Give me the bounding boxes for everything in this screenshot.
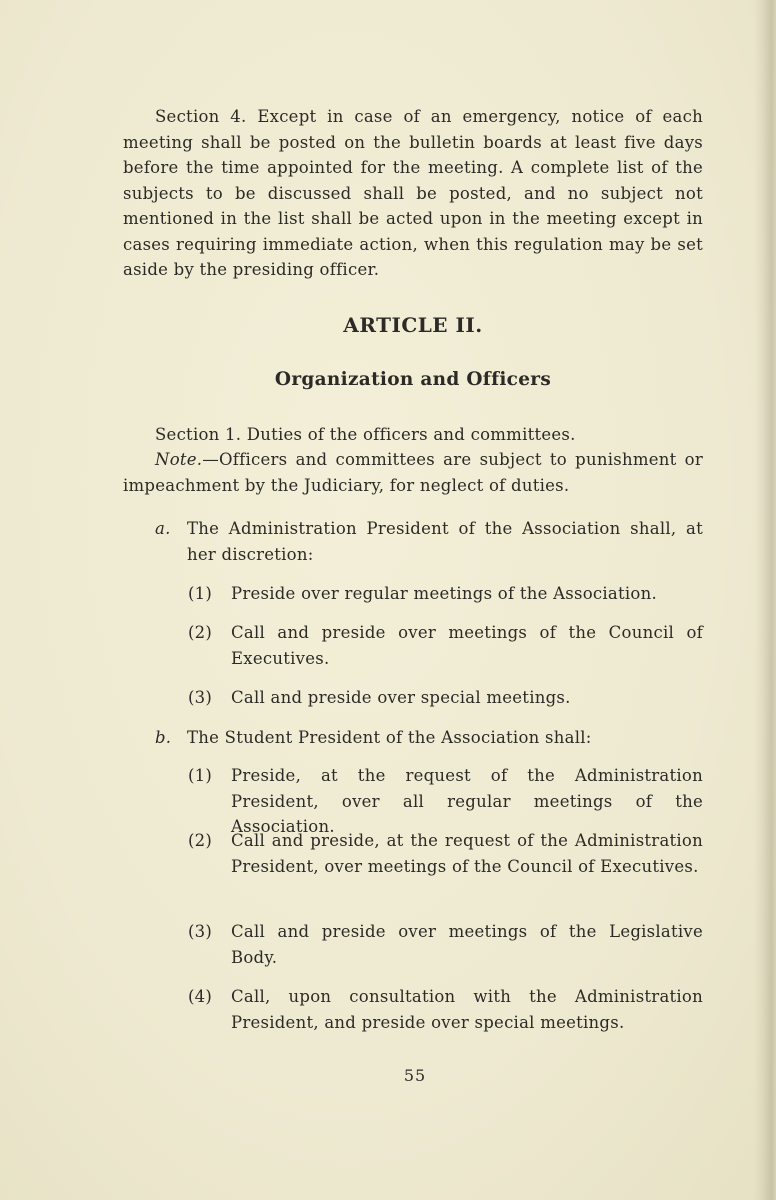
- section-1-paragraph: [123, 422, 703, 448]
- list-item-a: [155, 516, 703, 567]
- list-item-a-3: [188, 685, 703, 711]
- item-marker: (2): [188, 623, 213, 642]
- item-marker: (1): [188, 584, 213, 603]
- list-item-b: [155, 725, 703, 751]
- note-text: —Officers and committees are subject to punishment or impeachment by the Judiciary, for neglect of duties.: [123, 450, 703, 495]
- article-title: ARTICLE II.: [343, 313, 483, 337]
- list-item-b-2: [188, 828, 703, 879]
- item-marker: (3): [188, 922, 213, 941]
- article-subtitle: Organization and Officers: [274, 369, 552, 390]
- item-text: The Administration President of the Association shall, at her discretion:: [187, 519, 703, 564]
- section-4-text: Section 4. Except in case of an emergency, notice of each meeting shall be posted on the bulletin boards at least five days before the time appointed for the meeting. A complete list of the subjects to be discussed shall be posted, and no subject not mentioned in the list shall be acted upon in the meeting except in cases requiring immediate action, when this regulation may be set aside by the presiding officer.: [123, 107, 703, 279]
- item-text: Preside, at the request of the Administration President, over all regular meetings of the Association.: [231, 766, 703, 836]
- item-marker: (4): [188, 987, 213, 1006]
- item-marker: (2): [188, 831, 213, 850]
- page-edge-shadow: [754, 0, 776, 1200]
- list-item-a-1: [188, 581, 703, 607]
- page-number: 55: [403, 1066, 427, 1085]
- item-marker: b.: [155, 728, 172, 747]
- note-paragraph: [123, 447, 703, 498]
- item-text: Preside over regular meetings of the Association.: [231, 584, 657, 603]
- item-text: Call and preside over meetings of the Council of Executives.: [231, 623, 703, 668]
- item-marker: (3): [188, 688, 213, 707]
- list-item-b-3: [188, 919, 703, 970]
- item-text: The Student President of the Association shall:: [187, 728, 592, 747]
- note-label: Note.: [155, 450, 203, 469]
- list-item-a-2: [188, 620, 703, 671]
- item-text: Call and preside over meetings of the Legislative Body.: [231, 922, 703, 967]
- list-item-b-4: [188, 984, 703, 1035]
- item-marker: a.: [155, 519, 171, 538]
- item-text: Call and preside, at the request of the Administration President, over meetings of the Council of Executives.: [231, 831, 703, 876]
- item-text: Call and preside over special meetings.: [231, 688, 571, 707]
- section-1-text: Section 1. Duties of the officers and committees.: [155, 425, 576, 444]
- item-text: Call, upon consultation with the Administration President, and preside over special meetings.: [231, 987, 703, 1032]
- section-4-paragraph: [123, 104, 703, 283]
- item-marker: (1): [188, 766, 213, 785]
